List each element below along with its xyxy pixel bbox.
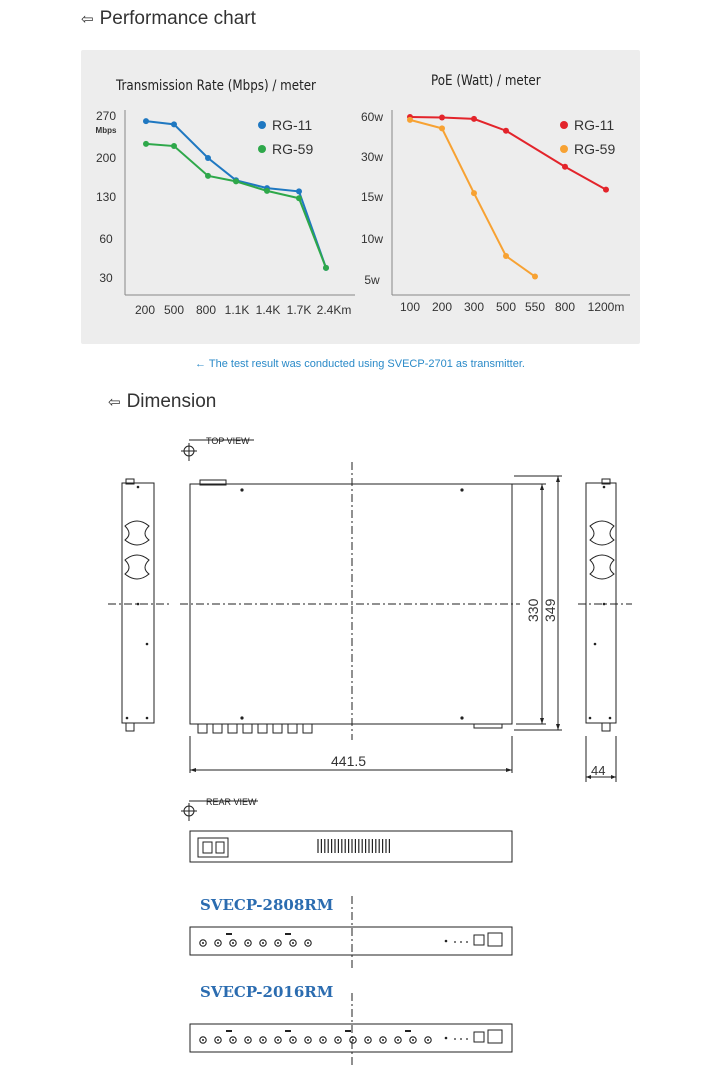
legend-marker	[560, 145, 568, 153]
height-dimension: 44	[591, 763, 606, 778]
x-tick-label: 800	[195, 303, 217, 317]
data-point	[439, 114, 445, 120]
model-2808-title: SVECP-2808RM	[200, 896, 334, 914]
legend-label: RG-11	[272, 117, 313, 133]
data-point	[562, 164, 568, 170]
poe-chart-title: PoE (Watt) / meter	[431, 73, 541, 89]
depth-outer-dimension: 349	[542, 598, 558, 622]
top-view-body	[190, 480, 512, 733]
x-tick-label: 500	[495, 300, 517, 314]
dimension-section-title: ⇦ Dimension	[108, 391, 217, 412]
bnc-connectors-2016	[200, 1030, 431, 1043]
y-tick-label: 15w	[360, 190, 384, 204]
y-tick-label: 30	[99, 271, 113, 285]
y-tick-label: 5w	[364, 273, 380, 287]
x-tick-label: 1200m	[587, 300, 625, 314]
dimension-drawing	[0, 430, 720, 1081]
data-point	[471, 116, 477, 122]
x-tick-label: 200	[431, 300, 453, 314]
x-tick-label: 100	[399, 300, 421, 314]
transmission-chart-title: Transmission Rate (Mbps) / meter	[116, 78, 316, 94]
y-tick-label: 270	[95, 109, 117, 123]
y-tick-label: 60w	[360, 110, 384, 124]
arrow-left-icon: ⇦	[108, 394, 121, 411]
arrow-left-icon: ⇦	[81, 11, 94, 28]
data-point	[603, 187, 609, 193]
x-tick-label: 800	[554, 300, 576, 314]
data-point	[439, 125, 445, 131]
y-unit-label: Mbps	[95, 126, 117, 135]
width-dimension: 441.5	[331, 753, 367, 769]
x-tick-label: 550	[524, 300, 546, 314]
bnc-connectors-2808	[200, 933, 311, 946]
x-tick-label: 500	[163, 303, 185, 317]
test-note: ← The test result was conducted using SVECP-2701 as transmitter.	[195, 358, 525, 370]
y-tick-label: 10w	[360, 232, 384, 246]
data-point	[503, 253, 509, 259]
rear-view-body	[190, 831, 512, 862]
right-side-view	[586, 479, 616, 731]
dimension-lines	[190, 476, 616, 782]
data-point	[471, 190, 477, 196]
performance-section-title: ⇦ Performance chart	[81, 8, 256, 29]
x-tick-label: 1.1K	[224, 303, 250, 317]
depth-inner-dimension: 330	[525, 598, 541, 622]
x-tick-label: 200	[134, 303, 156, 317]
x-tick-label: 2.4Km	[316, 303, 352, 317]
data-point	[503, 128, 509, 134]
legend-marker	[560, 121, 568, 129]
data-point	[407, 117, 413, 123]
legend-label: RG-11	[574, 117, 615, 133]
data-point	[532, 274, 538, 280]
x-tick-label: 300	[463, 300, 485, 314]
series-line-rg-59	[410, 120, 535, 277]
poe-chart	[0, 0, 720, 345]
y-tick-label: 200	[95, 151, 117, 165]
y-tick-label: 130	[95, 190, 117, 204]
rear-view-label: REAR VIEW	[206, 797, 257, 807]
model-2016-title: SVECP-2016RM	[200, 983, 334, 1001]
model-2808-panel	[190, 927, 512, 955]
rear-vents	[318, 839, 389, 853]
x-tick-label: 1.7K	[286, 303, 312, 317]
top-view-label: TOP VIEW	[206, 436, 250, 446]
y-tick-label: 60	[99, 232, 113, 246]
legend-label: RG-59	[272, 141, 314, 157]
legend-label: RG-59	[574, 141, 616, 157]
x-tick-label: 1.4K	[255, 303, 281, 317]
y-tick-label: 30w	[360, 150, 384, 164]
